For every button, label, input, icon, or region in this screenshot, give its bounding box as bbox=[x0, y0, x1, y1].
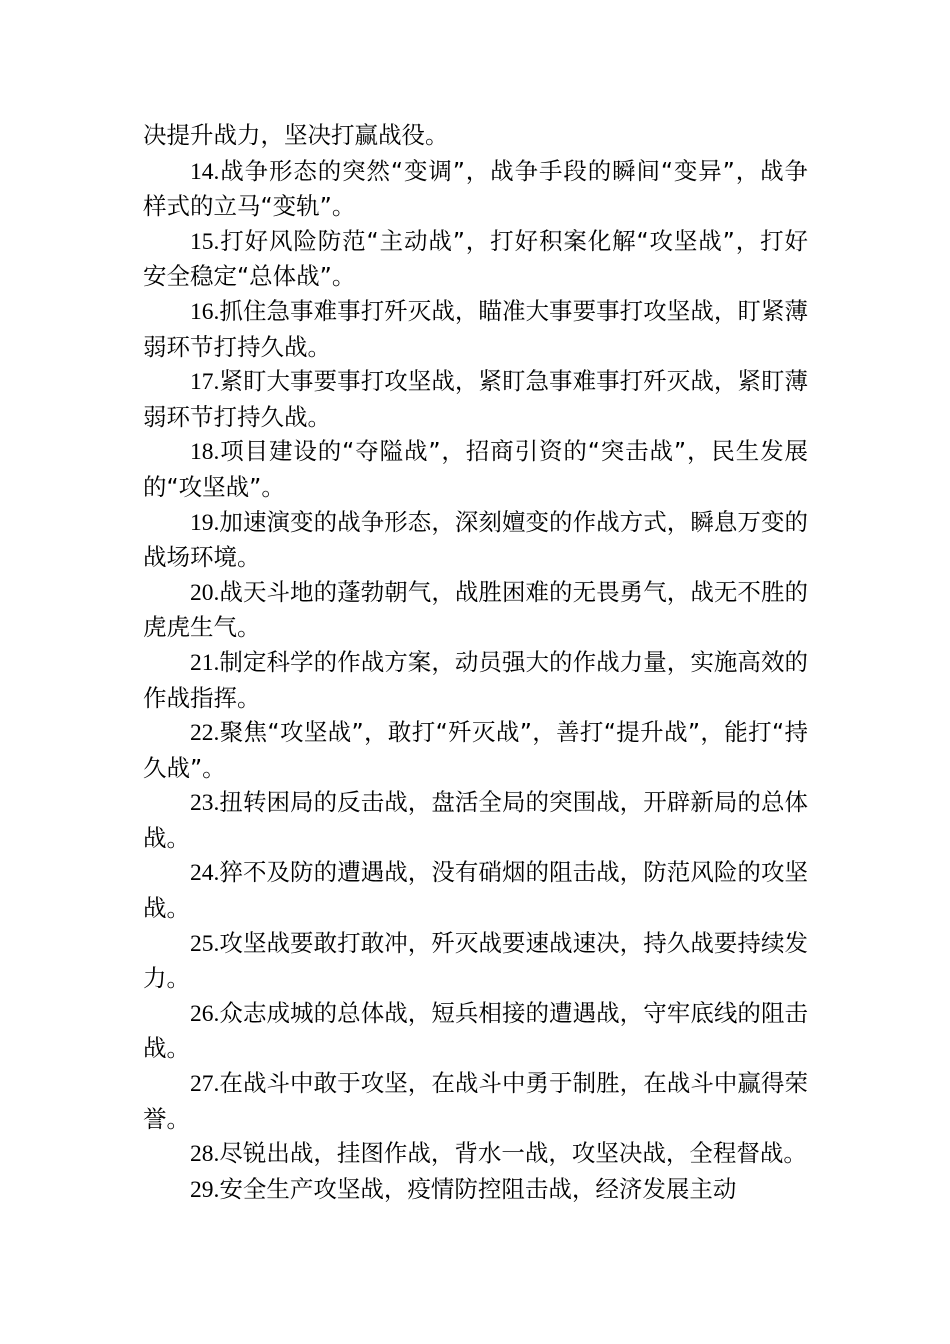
list-item-27 bbox=[143, 1066, 808, 1136]
list-item-22 bbox=[143, 715, 808, 785]
item-text: 战争形态的突然“变调”，战争手段的瞬间“变异”，战争样式的立马“变轨”。 bbox=[143, 156, 808, 221]
item-number: 25. bbox=[190, 930, 220, 957]
list-item-29 bbox=[143, 1172, 808, 1208]
item-text: 猝不及防的遭遇战，没有硝烟的阻击战，防范风险的攻坚战。 bbox=[143, 858, 808, 923]
item-number: 16. bbox=[190, 298, 220, 325]
item-number: 20. bbox=[190, 579, 220, 606]
list-item-23 bbox=[143, 785, 808, 855]
list-item-26 bbox=[143, 996, 808, 1066]
item-number: 17. bbox=[190, 369, 220, 396]
item-text: 加速演变的战争形态，深刻嬗变的作战方式，瞬息万变的战场环境。 bbox=[143, 507, 808, 572]
item-number: 14. bbox=[190, 158, 220, 185]
list-item-14 bbox=[143, 154, 808, 224]
item-number: 19. bbox=[190, 509, 220, 536]
list-item-17 bbox=[143, 364, 808, 434]
item-text: 打好风险防范“主动战”，打好积案化解“攻坚战”，打好安全稳定“总体战”。 bbox=[143, 226, 808, 291]
item-text: 聚焦“攻坚战”，敢打“歼灭战”，善打“提升战”，能打“持久战”。 bbox=[143, 718, 808, 782]
list-item-20 bbox=[143, 575, 808, 645]
item-text: 扭转困局的反击战，盘活全局的突围战，开辟新局的总体战。 bbox=[143, 788, 808, 852]
item-text: 众志成城的总体战，短兵相接的遭遇战，守牢底线的阻击战。 bbox=[143, 998, 808, 1063]
item-number: 28. bbox=[190, 1141, 220, 1168]
item-text: 制定科学的作战方案，动员强大的作战力量，实施高效的作战指挥。 bbox=[143, 647, 808, 712]
list-item-28 bbox=[143, 1136, 808, 1172]
item-text: 在战斗中敢于攻坚，在战斗中勇于制胜，在战斗中赢得荣誉。 bbox=[143, 1069, 808, 1133]
list-item-21 bbox=[143, 645, 808, 715]
list-item-18 bbox=[143, 434, 808, 504]
item-text: 战天斗地的蓬勃朝气，战胜困难的无畏勇气，战无不胜的虎虎生气。 bbox=[143, 577, 808, 642]
item-text: 安全生产攻坚战，疫情防控阻击战，经济发展主动 bbox=[219, 1174, 737, 1203]
list-item-25 bbox=[143, 926, 808, 996]
item-number: 21. bbox=[190, 649, 220, 676]
item-number: 26. bbox=[190, 1000, 220, 1027]
document-body bbox=[143, 118, 808, 1207]
list-item-24 bbox=[143, 855, 808, 925]
item-number: 29. bbox=[190, 1176, 220, 1203]
list-item-19 bbox=[143, 505, 808, 575]
item-text: 紧盯大事要事打攻坚战，紧盯急事难事打歼灭战，紧盯薄弱环节打持久战。 bbox=[143, 367, 808, 431]
item-number: 27. bbox=[190, 1071, 220, 1098]
item-number: 15. bbox=[190, 228, 220, 255]
item-text: 抓住急事难事打歼灭战，瞄准大事要事打攻坚战，盯紧薄弱环节打持久战。 bbox=[143, 296, 808, 361]
list-item-15 bbox=[143, 224, 808, 294]
item-number: 23. bbox=[190, 790, 220, 817]
item-text: 攻坚战要敢打敢冲，歼灭战要速战速决，持久战要持续发力。 bbox=[143, 928, 808, 993]
item-text: 项目建设的“夺隘战”，招商引资的“突击战”，民生发展的“攻坚战”。 bbox=[143, 437, 808, 501]
item-number: 22. bbox=[190, 720, 220, 747]
item-number: 18. bbox=[190, 439, 220, 466]
paragraph-continued bbox=[143, 118, 808, 154]
item-number: 24. bbox=[190, 860, 220, 887]
list-item-16 bbox=[143, 294, 808, 364]
item-text: 尽锐出战，挂图作战，背水一战，攻坚决战，全程督战。 bbox=[219, 1139, 807, 1168]
item-text: 决提升战力，坚决打赢战役。 bbox=[143, 121, 449, 149]
